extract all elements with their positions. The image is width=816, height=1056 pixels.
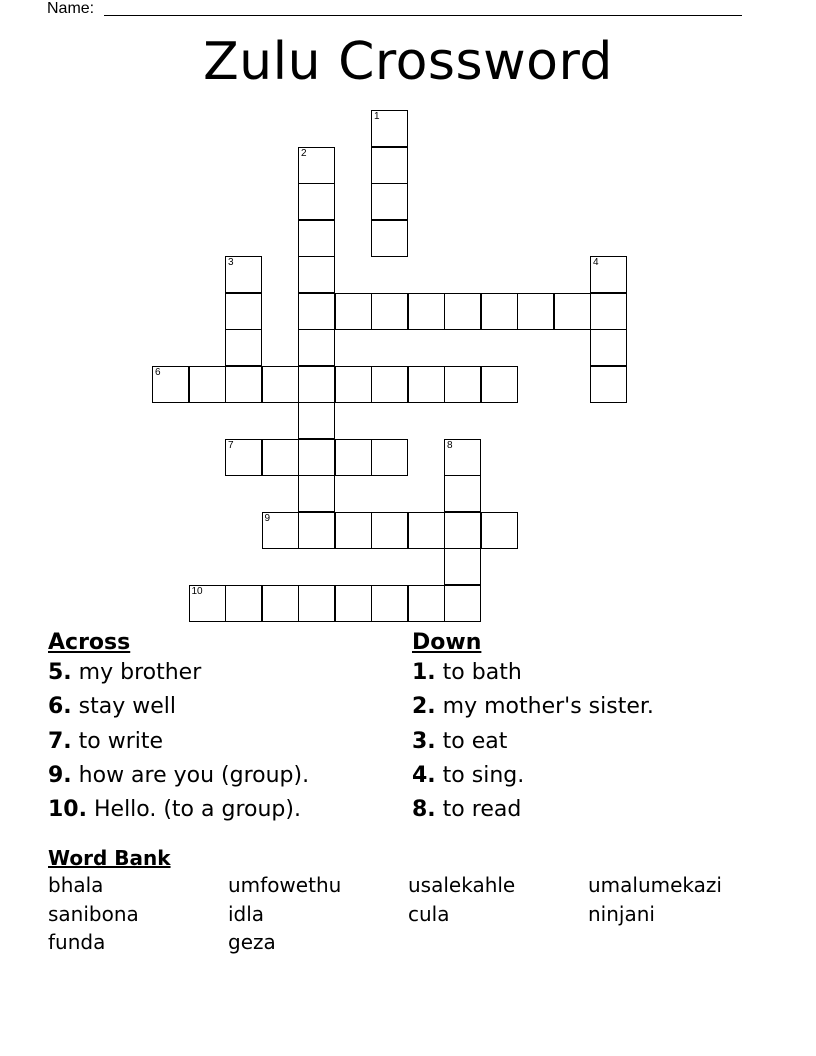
crossword-cell[interactable] [298, 329, 335, 366]
across-clue [48, 797, 301, 822]
clue-text: my brother [78, 660, 202, 685]
crossword-cell[interactable] [189, 366, 226, 403]
clue-number: 2. [412, 694, 436, 719]
clue-number: 4. [412, 763, 436, 788]
name-label: Name: [47, 0, 95, 17]
clue-text: my mother's sister. [442, 694, 654, 719]
clue-text: how are you (group). [78, 763, 310, 788]
crossword-cell[interactable] [225, 256, 262, 293]
down-clue [412, 694, 654, 719]
cell-number: 4 [593, 257, 599, 268]
crossword-cell[interactable] [371, 147, 408, 184]
clue-text: to eat [442, 729, 508, 754]
word-bank-item: ninjani [588, 902, 655, 926]
crossword-cell[interactable] [335, 293, 372, 330]
crossword-cell[interactable] [225, 585, 262, 622]
crossword-cell[interactable] [335, 512, 372, 549]
crossword-cell[interactable] [371, 110, 408, 147]
word-bank-item: cula [408, 902, 450, 926]
crossword-cell[interactable] [517, 293, 554, 330]
word-bank-item: geza [228, 930, 276, 954]
crossword-cell[interactable] [298, 183, 335, 220]
down-clue [412, 660, 522, 685]
clue-number: 10. [48, 797, 87, 822]
clue-text: to sing. [442, 763, 525, 788]
across-clue [48, 763, 309, 788]
crossword-cell[interactable] [371, 293, 408, 330]
page-title: Zulu Crossword [203, 32, 613, 92]
clue-number: 7. [48, 729, 72, 754]
down-clue [412, 797, 521, 822]
word-bank-item: sanibona [48, 902, 139, 926]
clue-text: to bath [442, 660, 522, 685]
crossword-cell[interactable] [225, 293, 262, 330]
word-bank-item: bhala [48, 873, 104, 897]
word-bank-item: idla [228, 902, 265, 926]
clue-number: 3. [412, 729, 436, 754]
clue-text: Hello. (to a group). [93, 797, 301, 822]
crossword-cell[interactable] [225, 329, 262, 366]
crossword-cell[interactable] [335, 366, 372, 403]
word-bank-heading: Word Bank [48, 846, 171, 870]
crossword-cell[interactable] [444, 293, 481, 330]
word-bank-item: umalumekazi [588, 873, 722, 897]
crossword-cell[interactable] [481, 512, 518, 549]
crossword-cell[interactable] [444, 439, 481, 476]
cell-number: 8 [447, 439, 453, 451]
crossword-cell[interactable] [225, 439, 262, 476]
clue-number: 6. [48, 694, 72, 719]
crossword-cell[interactable] [189, 585, 226, 622]
crossword-cell[interactable] [590, 329, 627, 366]
crossword-cell[interactable] [371, 439, 408, 476]
crossword-cell[interactable] [298, 256, 335, 293]
crossword-cell[interactable] [590, 293, 627, 330]
crossword-cell[interactable] [298, 220, 335, 257]
crossword-cell[interactable] [298, 475, 335, 512]
crossword-cell[interactable] [371, 366, 408, 403]
crossword-cell[interactable] [408, 293, 445, 330]
crossword-cell[interactable] [408, 585, 445, 622]
crossword-cell[interactable] [262, 366, 299, 403]
crossword-cell[interactable] [444, 585, 481, 622]
cell-number: 1 [374, 111, 380, 122]
cell-number: 7 [228, 439, 234, 451]
crossword-cell[interactable] [335, 439, 372, 476]
cell-number: 6 [155, 366, 161, 378]
crossword-cell[interactable] [408, 512, 445, 549]
cell-number: 9 [264, 512, 271, 524]
down-clue [412, 729, 507, 754]
down-clue [412, 763, 524, 788]
crossword-cell[interactable] [298, 293, 335, 330]
crossword-cell[interactable] [298, 512, 335, 549]
across-heading: Across [48, 630, 131, 655]
across-clue [48, 660, 201, 685]
crossword-cell[interactable] [225, 366, 262, 403]
crossword-cell[interactable] [444, 475, 481, 512]
crossword-cell[interactable] [298, 402, 335, 439]
crossword-cell[interactable] [298, 147, 335, 184]
crossword-cell[interactable] [262, 585, 299, 622]
crossword-cell[interactable] [444, 512, 481, 549]
crossword-cell[interactable] [481, 293, 518, 330]
clue-number: 1. [412, 660, 436, 685]
cell-number: 3 [228, 257, 234, 268]
crossword-cell[interactable] [444, 366, 481, 403]
crossword-cell[interactable] [298, 366, 335, 403]
crossword-cell[interactable] [298, 585, 335, 622]
crossword-cell[interactable] [590, 256, 627, 293]
crossword-cell[interactable] [371, 512, 408, 549]
clue-number: 9. [48, 763, 72, 788]
crossword-cell[interactable] [298, 439, 335, 476]
crossword-cell[interactable] [262, 512, 299, 549]
crossword-cell[interactable] [444, 548, 481, 585]
crossword-cell[interactable] [590, 366, 627, 403]
name-underline [104, 15, 742, 16]
crossword-cell[interactable] [152, 366, 189, 403]
word-bank-item: umfowethu [228, 873, 342, 897]
across-clue [48, 729, 163, 754]
crossword-cell[interactable] [371, 585, 408, 622]
word-bank-item: usalekahle [408, 873, 516, 897]
cell-number: 10 [191, 585, 203, 597]
crossword-cell[interactable] [262, 439, 299, 476]
cell-number: 2 [301, 147, 307, 159]
crossword-cell[interactable] [335, 585, 372, 622]
word-bank-item: funda [48, 930, 106, 954]
clue-text: stay well [78, 694, 177, 719]
crossword-cell[interactable] [554, 293, 591, 330]
clue-text: to read [442, 797, 522, 822]
clue-number: 5. [48, 660, 72, 685]
down-heading: Down [412, 630, 482, 655]
crossword-cell[interactable] [371, 220, 408, 257]
crossword-cell[interactable] [481, 366, 518, 403]
clue-number: 8. [412, 797, 436, 822]
across-clue [48, 694, 176, 719]
clue-text: to write [78, 729, 164, 754]
crossword-cell[interactable] [408, 366, 445, 403]
crossword-cell[interactable] [371, 183, 408, 220]
